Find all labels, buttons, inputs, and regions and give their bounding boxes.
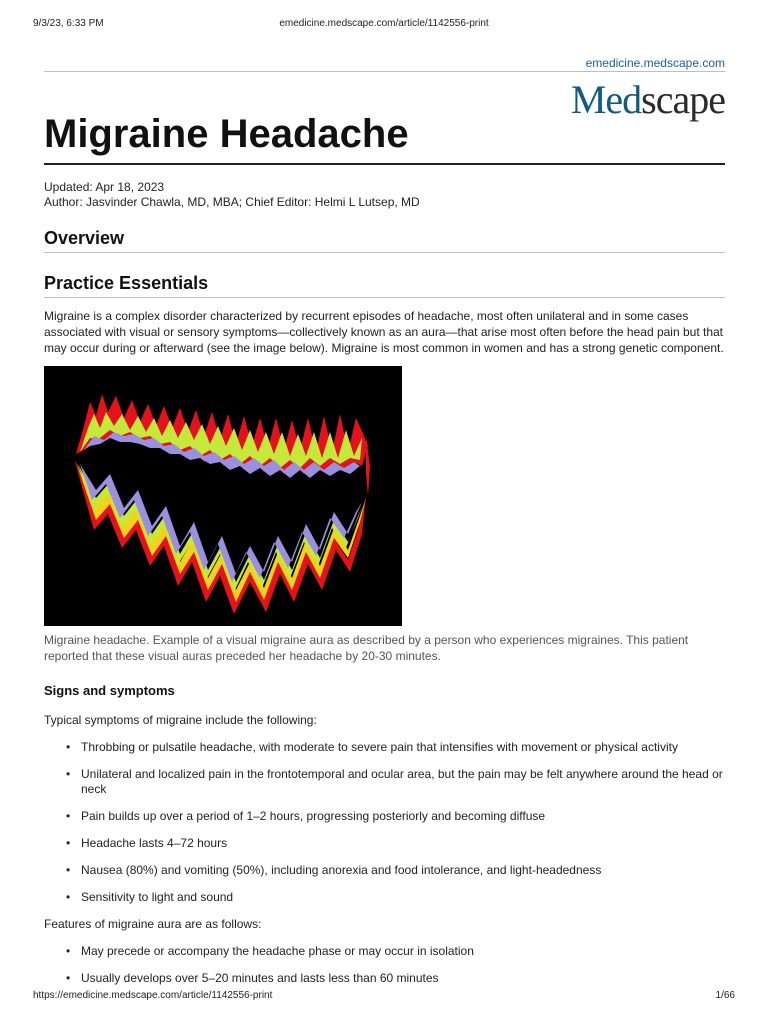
page-title: Migraine Headache [44, 112, 409, 156]
print-header [33, 18, 735, 32]
list-item: • May precede or accompany the headache phase or may occur in isolation [44, 944, 725, 959]
site-link[interactable]: emedicine.medscape.com [585, 56, 725, 70]
symptoms-list [44, 740, 725, 917]
list-item: • Pain builds up over a period of 1–2 hours, progressing posteriorly and becoming diffuse [44, 809, 725, 824]
practice-divider [44, 297, 725, 298]
intro-paragraph: Migraine is a complex disorder characterized by recurrent episodes of headache, most often unilateral and in some cases associated with visual or sensory symptoms—collectively known as an aura—that arise most often before the head pain but that may occur during or afterward (see the image below). Migraine is most common in women and has a strong genetic component. [44, 309, 724, 355]
list-item: • Usually develops over 5–20 minutes and lasts less than 60 minutes [44, 971, 725, 986]
header-divider [44, 71, 725, 72]
aura-intro: Features of migraine aura are as follows: [44, 917, 262, 931]
logo-med: Med [570, 77, 642, 122]
section-heading-overview: Overview [44, 228, 125, 248]
list-item: • Throbbing or pulsatile headache, with moderate to severe pain that intensifies with movement or physical activity [44, 740, 725, 755]
print-url: emedicine.medscape.com/article/1142556-print [279, 18, 489, 29]
medscape-logo [571, 78, 725, 122]
title-divider [44, 163, 725, 165]
overview-divider [44, 252, 725, 253]
print-datetime: 9/3/23, 6:33 PM [33, 18, 104, 29]
article-meta [44, 180, 420, 210]
list-item: • Unilateral and localized pain in the frontotemporal and ocular area, but the pain may be felt anywhere around the head or neck [44, 767, 725, 797]
updated-date: Updated: Apr 18, 2023 [44, 180, 165, 194]
footer-url: https://emedicine.medscape.com/article/1142556-print [33, 990, 273, 1001]
author-line: Author: Jasvinder Chawla, MD, MBA; Chief Editor: Helmi L Lutsep, MD [44, 195, 420, 209]
list-item: • Sensitivity to light and sound [44, 890, 725, 905]
page-number: 1/66 [715, 990, 735, 1001]
list-item: • Headache lasts 4–72 hours [44, 836, 725, 851]
aura-figure[interactable] [44, 366, 402, 626]
aura-illustration [44, 366, 402, 626]
print-footer [33, 990, 735, 1004]
symptoms-intro: Typical symptoms of migraine include the following: [44, 713, 317, 727]
figure-caption: Migraine headache. Example of a visual migraine aura as described by a person who experiences migraines. This patient reported that these visual auras preceded her headache by 20-30 minutes. [44, 633, 689, 663]
list-item: • Nausea (80%) and vomiting (50%), including anorexia and food intolerance, and light-headedness [44, 863, 725, 878]
logo-scape: scape [641, 77, 725, 122]
subheading-signs-symptoms: Signs and symptoms [44, 683, 175, 698]
section-heading-practice-essentials: Practice Essentials [44, 273, 209, 293]
